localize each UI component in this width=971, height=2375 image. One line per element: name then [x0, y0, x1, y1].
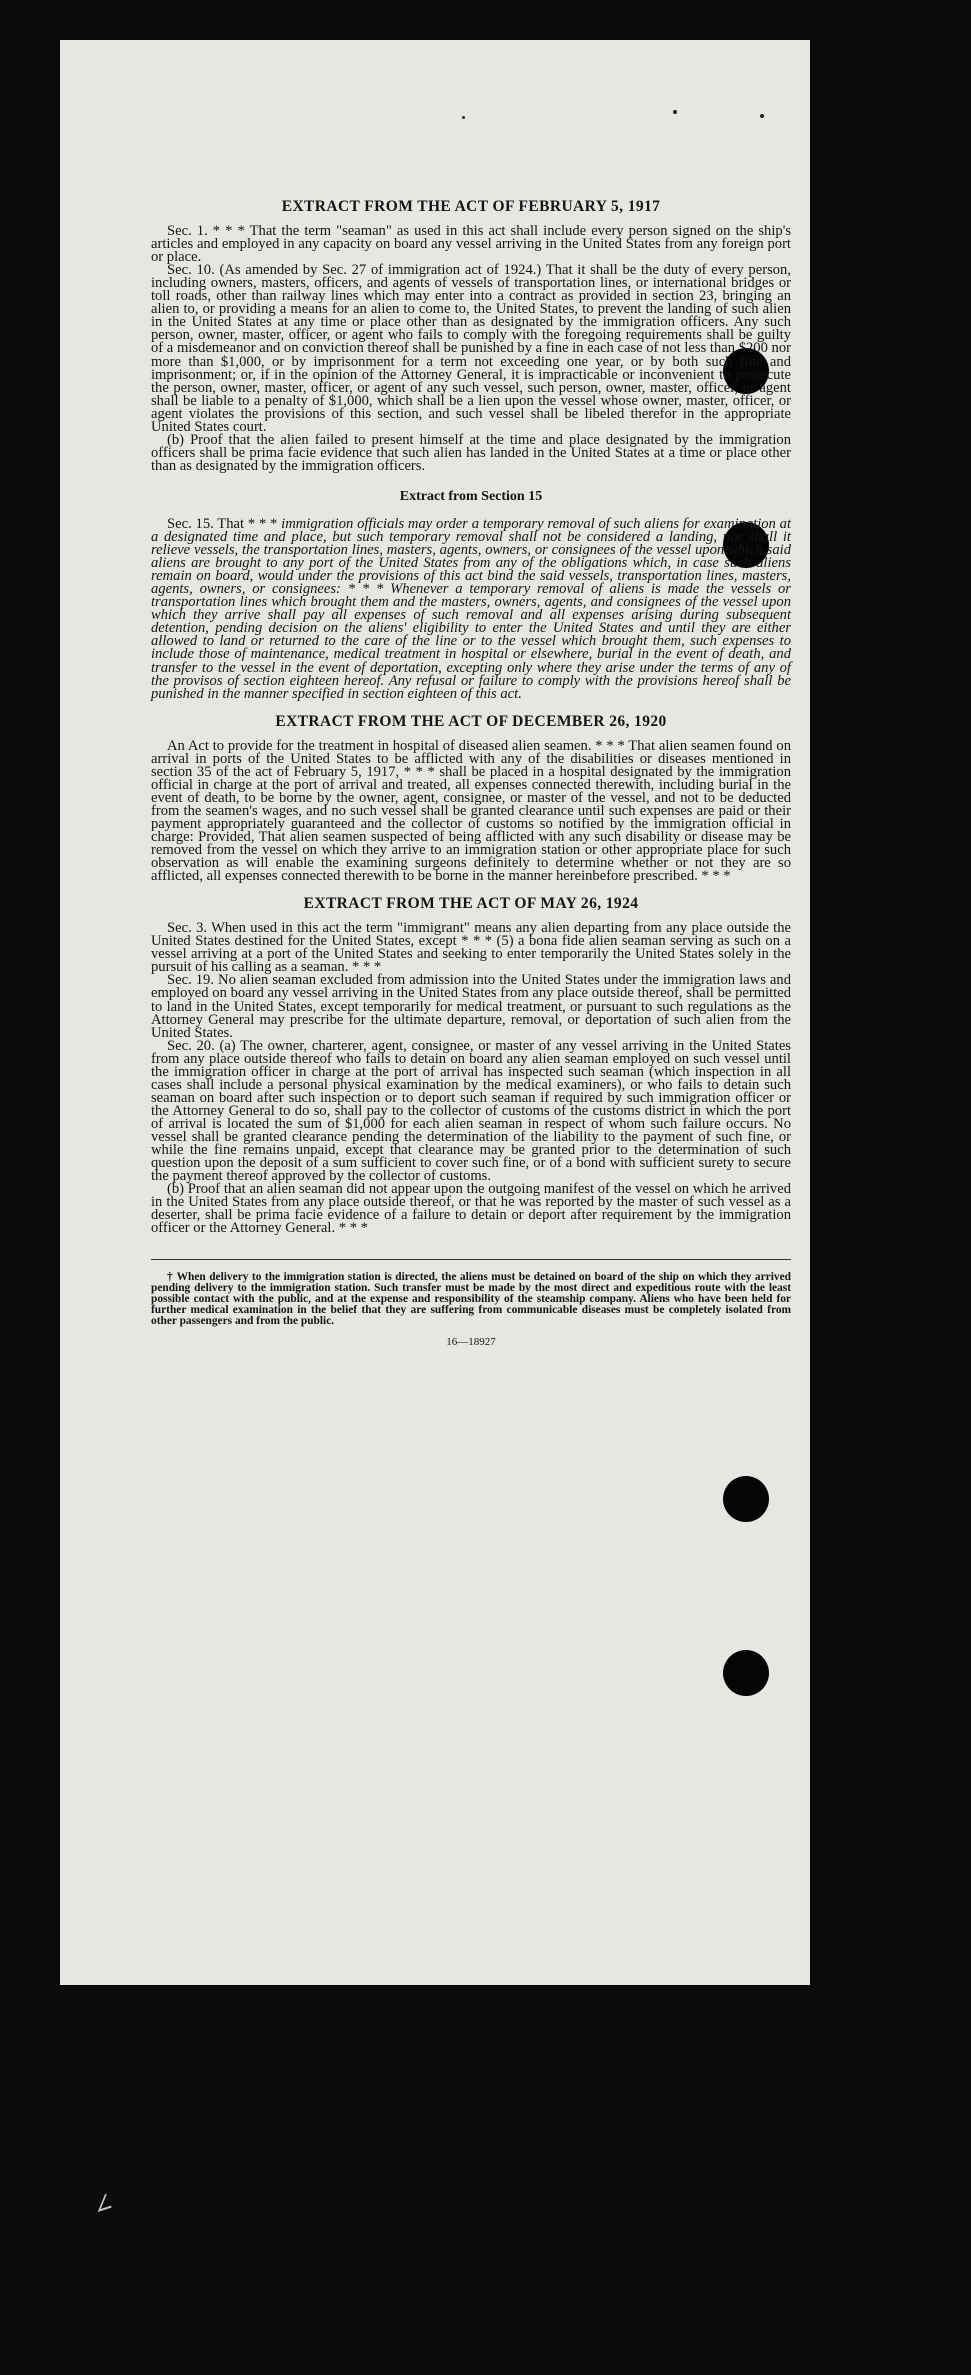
page-number: 16—18927: [446, 1336, 496, 1349]
section-1-text: Sec. 1. * * * That the term "seaman" as used in this act shall include every person signed on the ship's articles and employed in any capacity on board any vessel arriving in the United States from any foreign port or place.: [151, 223, 791, 266]
section-10b-text: (b) Proof that the alien failed to present himself at the time and place designated by the immigration officers shall be prima facie evidence that such alien has landed in the United States at a time or place other than as designated by the immigration officers.: [151, 431, 791, 474]
scan-speck: [760, 114, 764, 118]
heading-act-1917: EXTRACT FROM THE ACT OF FEBRUARY 5, 1917: [281, 198, 661, 215]
section-15-italic: immigration officials may order a temporary removal of such aliens for examination at a designated time and place, but such temporary removal shall not be considered a landing, nor shall it relieve vessels, the transportation lines, masters, agents, owners, or consignees of the vessel upon which said aliens are brought to any port of the United States from any of the obligations which, in case such aliens remain on board, would under the provisions of this act bind the said vessels, transportation lines, masters, agents, owners, or consignees: * * * Whenever a temporary removal of aliens is made the vessels or transportation lines which brought them and the masters, owners, agents, and consignees of the vessel upon which they arrive shall pay all expenses of such removal and all expenses arising during subsequent detention, pending decision on the aliens' eligibility to enter the United States and until they are either allowed to land or returned to the care of the line or to the vessel which brought them, such expenses to include those of maintenance, medical treatment in hospital or elsewhere, burial in the event of death, and transfer to the vessel in the event of deportation, excepting only where they arise under the terms of any of the provisos of section eighteen hereof. Any refusal or failure to comply with the provisions hereof shall be punished in the manner specified in section eighteen of this act.: [151, 515, 791, 702]
punch-hole: [723, 1650, 769, 1696]
punch-hole: [723, 1476, 769, 1522]
scan-speck: [462, 116, 465, 119]
act-1920-text: An Act to provide for the treatment in hospital of diseased alien seamen. * * * That alien seamen found on arrival in ports of the United States to be afflicted with any of the disabilities or diseases mentioned in section 35 of the act of February 5, 1917, * * * shall be placed in a hospital designated by the immigration official in charge at the port of arrival and treated, all expenses connected therewith, including burial in the event of death, to be borne by the owner, agent, consignee, or master of the vessel, and not to be deducted from the seamen's wages, and no such vessel shall be granted clearance until such expenses are paid or their payment appropriately guaranteed and the collector of customs so notified by the immigration official in charge: Provided, That alien seamen suspected of being afflicted with any such disability or disease may be removed from the vessel on which they arrive to an immigration station or other appropriate place for such observation as will enable the examining surgeons definitely to determine whether or not they are so afflicted, all expenses connected therewith to be borne in the manner hereinbefore prescribed. * * *: [151, 737, 791, 885]
section-10-text: Sec. 10. (As amended by Sec. 27 of immigration act of 1924.) That it shall be the duty of every person, including owners, masters, officers, and agents of vessels of transportation lines, or international bridges or toll roads, other than railway lines which may enter into a contract as provided in section 23, bringing an alien to, or providing a means for an alien to come to, the United States, to prevent the landing of such alien in the United States at any time or place other than as designated by the immigration officers. Any such person, owner, master, officer, or agent who fails to comply with the foregoing requirements shall be guilty of a misdemeanor and on conviction thereof shall be punished by a fine in each case of not less than $200 nor more than $1,000, or by imprisonment for a term not exceeding one year, or by both such fine and imprisonment; or, if in the opinion of the Attorney General, it is impracticable or inconvenient to prosecute the person, owner, master, officer, or agent of any such vessel, such person, owner, master, officer, or agent shall be liable to a penalty of $1,000, which shall be a lien upon the vessel whose owner, master, officer, or agent violates the provisions of this section, and such vessel shall be libeled therefor in the appropriate United States court.: [151, 262, 791, 435]
section-19-text: Sec. 19. No alien seaman excluded from admission into the United States under the immigration laws and employed on board any vessel arriving in the United States from any place outside thereof, shall be permitted to land in the United States, except temporarily for medical treatment, or pursuant to such regulations as the Attorney General may prescribe for the ultimate departure, removal, or deportation of such alien from the United States.: [151, 972, 791, 1041]
section-3-text: Sec. 3. When used in this act the term "immigrant" means any alien departing from any place outside the United States destined for the United States, except * * * (5) a bona fide alien seaman serving as such on a vessel arriving at a port of the United States and seeking to enter temporarily the United States solely in the pursuit of his calling as a seaman. * * *: [151, 920, 791, 976]
heading-act-1920: EXTRACT FROM THE ACT OF DECEMBER 26, 1920: [275, 712, 667, 730]
document-body: [151, 190, 791, 1349]
subheading-section-15: Extract from Section 15: [399, 488, 543, 504]
document-page: [60, 40, 810, 1985]
footnote: † When delivery to the immigration station is directed, the aliens must be detained on board of the ship on which they arrived pending delivery to the immigration station. Such transfer must be made by the most direct and expeditious route with the least possible contact with the public, and at the expense and responsibility of the steamship company. Aliens who have been held for further medical examination in the belief that they are suffering from communicable diseases must be completely isolated from other passengers and from the public.: [151, 1271, 791, 1328]
footnote-divider: [151, 1259, 791, 1260]
section-20-text: Sec. 20. (a) The owner, charterer, agent, consignee, or master of any vessel arriving in the United States from any place outside thereof who fails to detain on board any alien seaman employed on such vessel until the immigration officer in charge at the port of arrival has inspected such seaman (which inspection in all cases shall include a personal physical examination by the medical examiners), or who fails to detain such seaman on board after such inspection or to deport such seaman if required by such immigration officer or the Attorney General to do so, shall pay to the collector of customs of the customs district in which the port of arrival is located the sum of $1,000 for each alien seaman in respect of whom such failure occurs. No vessel shall be granted clearance pending the determination of the liability to the payment of such fine, or while the fine remains unpaid, except that clearance may be granted prior to the determination of such question upon the deposit of a sum sufficient to cover such fine, or of a bond with sufficient surety to secure the payment thereof approved by the collector of customs.: [151, 1037, 791, 1185]
scan-artifact: ∠: [88, 2187, 118, 2222]
scan-speck: [673, 110, 677, 114]
section-15-text: [151, 515, 791, 702]
section-20b-text: (b) Proof that an alien seaman did not appear upon the outgoing manifest of the vessel on which he arrived in the United States from any place outside thereof, or that he was reported by the master of such vessel as a deserter, shall be prima facie evidence of a failure to detain or deport after requirement by the immigration officer or the Attorney General. * * *: [151, 1181, 791, 1237]
section-15-lead: Sec. 15. That * * *: [167, 515, 282, 532]
heading-act-1924: EXTRACT FROM THE ACT OF MAY 26, 1924: [303, 895, 639, 913]
